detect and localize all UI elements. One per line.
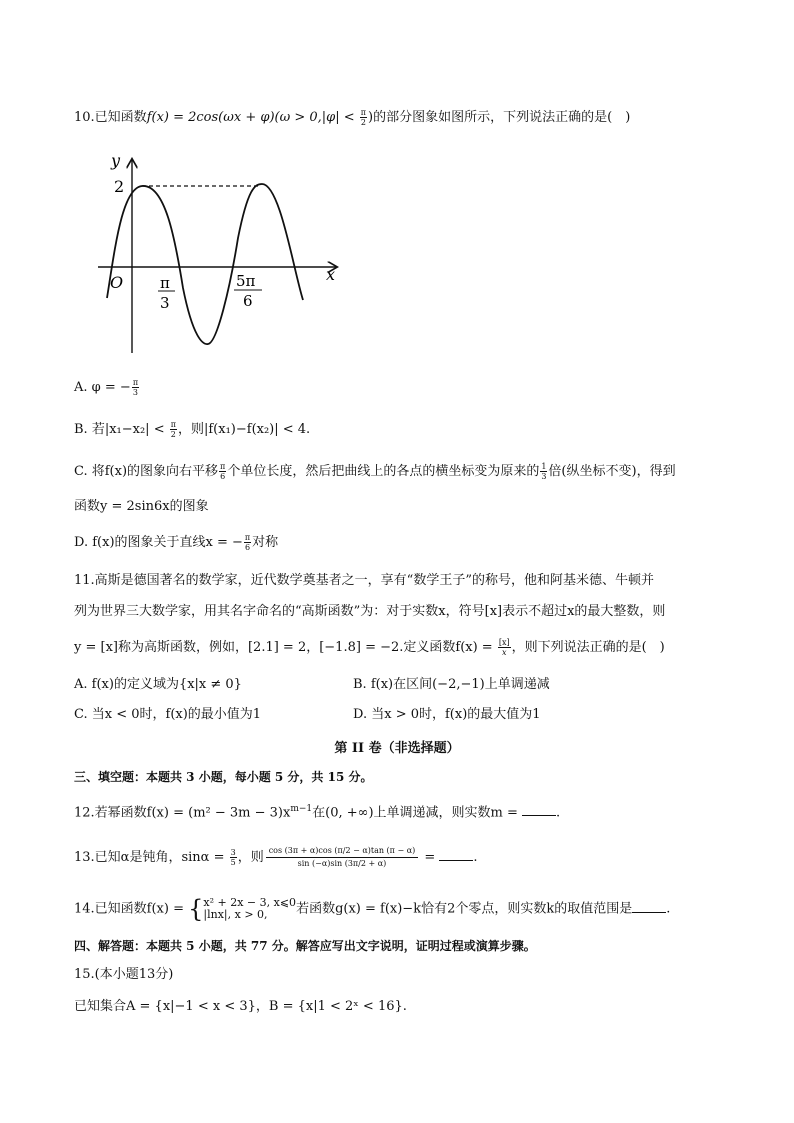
q11-option-c: C. 当x < 0时，f(x)的最小值为1 — [74, 707, 262, 722]
q11-option-b: B. f(x)在区间(−2,−1)上单调递减 — [353, 677, 550, 692]
q10-option-b — [74, 420, 310, 439]
q13-sin-frac — [230, 848, 237, 867]
q11-option-d: D. 当x > 0时，f(x)的最大值为1 — [353, 707, 541, 722]
q11-line3-tail: ，则下列说法正确的是( ) — [511, 640, 665, 655]
q10-option-b-tail: ，则|f(x₁)−f(x₂)| < 4. — [177, 422, 311, 437]
q10-option-d-frac — [244, 533, 251, 552]
q13 — [74, 845, 478, 870]
q10-option-d — [74, 533, 278, 552]
q10-stem-suffix: )的部分图象如图所示，下列说法正确的是( ) — [368, 110, 631, 125]
q10-fraction — [360, 108, 367, 127]
q11-line2: 列为世界三大数学家，用其名字命名的“高斯函数”为：对于实数x，符号[x]表示不超过x的最大整数，则 — [74, 604, 666, 619]
big-frac-den: sin (−α)sin (3π/2 + α) — [297, 859, 387, 868]
q11-fraction — [498, 638, 511, 657]
q10-function: f(x) = 2cos(ωx + φ)(ω > 0,|φ| < — [146, 110, 359, 125]
q11-line3 — [74, 638, 665, 657]
q10-stem — [74, 108, 630, 127]
section4-heading: 四、解答题：本题共 5 小题，共 77 分。解答应写出文字说明，证明过程或演算步骤。 — [74, 939, 536, 953]
q15-title: 15.(本小题13分) — [74, 967, 174, 982]
q10-graph — [90, 148, 350, 358]
origin-label: O — [110, 273, 124, 292]
q12-tail: 在(0, +∞)上单调递减，则实数m = — [312, 805, 523, 821]
q14-cases — [203, 897, 296, 921]
frac-den: 3 — [541, 472, 547, 481]
x-axis-label: x — [326, 265, 336, 284]
tick2-denominator: 6 — [243, 292, 253, 310]
q13-text: 13.已知α是钝角，sinα = — [74, 850, 229, 865]
q10-option-d-text: D. f(x)的图象关于直线x = − — [74, 535, 243, 550]
q13-mid: ，则 — [237, 850, 264, 865]
q15-text: 已知集合A = {x|−1 < x < 3}，B = {x|1 < 2ˣ < 16}. — [74, 999, 407, 1014]
q10-option-a-frac — [132, 378, 139, 397]
q10-option-c-frac — [219, 462, 226, 481]
q14-end: . — [666, 901, 671, 917]
frac-den: 3 — [132, 388, 138, 397]
q14-brace: { — [188, 895, 204, 923]
q13-eq: = — [420, 850, 440, 865]
q14-tail: 若函数g(x) = f(x)−k恰有2个零点，则实数k的取值范围是 — [296, 901, 633, 917]
tick1-denominator: 3 — [160, 294, 170, 312]
cosine-curve — [107, 184, 303, 344]
q10-option-b-frac — [170, 420, 177, 439]
q10-frac-den: 2 — [360, 118, 366, 127]
q10-option-c-text: C. 将f(x)的图象向右平移 — [74, 464, 219, 479]
q13-answer-blank[interactable] — [439, 848, 473, 861]
q10-option-c-tail: 倍(纵坐标不变)，得到 — [548, 464, 676, 479]
q11-line3-text: y = [x]称为高斯函数，例如，[2.1] = 2，[−1.8] = −2.定义函数f(x) = — [74, 640, 497, 655]
frac-den: x — [501, 648, 507, 657]
frac-den: 6 — [244, 543, 251, 552]
frac-num: [x] — [498, 638, 510, 647]
q10-option-c — [74, 462, 676, 481]
q14-case2: |lnx|, x > 0, — [203, 908, 268, 921]
q10-option-c-mid: 个单位长度，然后把曲线上的各点的横坐标变为原来的 — [227, 464, 540, 479]
tick1-numerator: π — [160, 274, 170, 292]
y-axis-label: y — [111, 151, 121, 170]
frac-num: 1 — [541, 462, 547, 471]
q11-option-a: A. f(x)的定义域为{x|x ≠ 0} — [74, 677, 242, 692]
q10-option-a — [74, 378, 140, 397]
q12-text: 12.若幂函数f(x) = (m² − 3m − 3)x — [74, 805, 291, 821]
q13-big-frac — [266, 845, 419, 870]
q14 — [74, 897, 670, 921]
q10-option-a-text: A. φ = − — [74, 380, 131, 395]
q10-option-b-text: B. 若|x₁−x₂| < — [74, 422, 169, 437]
q10-option-d-tail: 对称 — [252, 535, 279, 550]
frac-den: 6 — [220, 472, 226, 481]
q11-line1: 11.高斯是德国著名的数学家，近代数学奠基者之一，享有“数学王子”的称号，他和阿基米德、牛顿并 — [74, 573, 654, 588]
frac-num: π — [220, 462, 226, 471]
q10-stem-prefix: 10.已知函数 — [74, 110, 147, 125]
section3-heading: 三、填空题：本题共 3 小题，每小题 5 分，共 15 分。 — [74, 770, 373, 784]
frac-num: 3 — [230, 848, 236, 857]
q10-option-c-line2: 函数y = 2sin6x的图象 — [74, 499, 209, 514]
frac-num: π — [170, 420, 176, 429]
peak-value-label: 2 — [114, 177, 125, 196]
q12-answer-blank[interactable] — [522, 803, 556, 816]
q14-case1: x² + 2x − 3, x⩽0 — [203, 896, 297, 909]
q12-exponent: m−1 — [290, 804, 313, 814]
big-frac-num: cos (3π + α)cos (π/2 − α)tan (π − α) — [266, 845, 419, 858]
frac-den: 5 — [230, 858, 236, 867]
frac-num: π — [244, 533, 251, 542]
frac-num: π — [132, 378, 139, 387]
q12 — [74, 800, 560, 822]
q14-text: 14.已知函数f(x) = — [74, 901, 189, 917]
q10-frac-num: π — [360, 108, 367, 117]
q14-answer-blank[interactable] — [632, 900, 666, 913]
tick2-numerator: 5π — [236, 272, 256, 290]
q12-end: . — [556, 805, 561, 821]
q13-end: . — [473, 850, 478, 865]
q10-option-c-frac2 — [540, 462, 547, 481]
frac-den: 2 — [170, 430, 176, 439]
part2-title: 第 II 卷（非选择题） — [334, 741, 460, 756]
